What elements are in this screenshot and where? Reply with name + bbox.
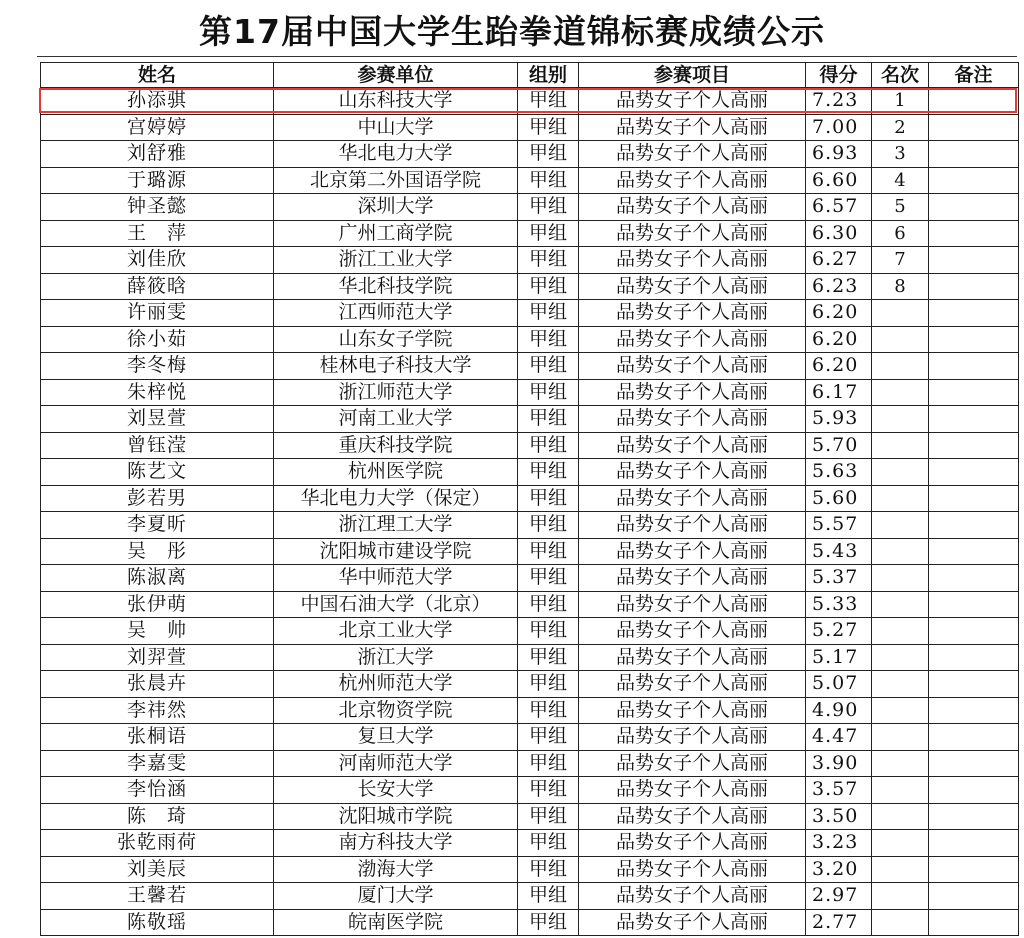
cell-name: 王 萍 <box>41 220 274 247</box>
cell-event: 品势女子个人高丽 <box>579 644 806 671</box>
cell-name: 王馨若 <box>41 883 274 910</box>
table-row <box>41 697 1019 724</box>
cell-name: 曾钰滢 <box>41 432 274 459</box>
cell-unit: 浙江大学 <box>274 644 518 671</box>
cell-note <box>929 750 1019 777</box>
table-row <box>41 830 1019 857</box>
cell-rank: 3 <box>872 141 929 168</box>
cell-rank <box>872 300 929 327</box>
table-row <box>41 247 1019 274</box>
cell-name: 徐小茹 <box>41 326 274 353</box>
cell-score: 6.27 <box>806 247 872 274</box>
cell-group: 甲组 <box>518 88 579 115</box>
cell-event: 品势女子个人高丽 <box>579 432 806 459</box>
cell-score: 5.37 <box>806 565 872 592</box>
cell-note <box>929 220 1019 247</box>
page-title: 第17届中国大学生跆拳道锦标赛成绩公示 <box>199 12 825 51</box>
cell-name: 刘羿萱 <box>41 644 274 671</box>
table-row <box>41 406 1019 433</box>
cell-score: 7.23 <box>806 88 872 115</box>
cell-rank <box>872 830 929 857</box>
cell-note <box>929 777 1019 804</box>
cell-name: 张乾雨荷 <box>41 830 274 857</box>
cell-score: 6.60 <box>806 167 872 194</box>
cell-unit: 广州工商学院 <box>274 220 518 247</box>
column-header-name: 姓名 <box>41 63 274 88</box>
cell-name: 刘舒雅 <box>41 141 274 168</box>
table-row <box>41 194 1019 221</box>
table-row <box>41 88 1019 115</box>
cell-event: 品势女子个人高丽 <box>579 856 806 883</box>
cell-unit: 北京物资学院 <box>274 697 518 724</box>
cell-group: 甲组 <box>518 273 579 300</box>
cell-event: 品势女子个人高丽 <box>579 379 806 406</box>
cell-name: 孙添骐 <box>41 88 274 115</box>
cell-event: 品势女子个人高丽 <box>579 538 806 565</box>
cell-score: 5.70 <box>806 432 872 459</box>
cell-rank <box>872 353 929 380</box>
cell-group: 甲组 <box>518 485 579 512</box>
cell-unit: 浙江工业大学 <box>274 247 518 274</box>
cell-score: 6.57 <box>806 194 872 221</box>
column-header-score: 得分 <box>806 63 872 88</box>
table-row <box>41 565 1019 592</box>
cell-score: 5.60 <box>806 485 872 512</box>
cell-group: 甲组 <box>518 141 579 168</box>
cell-unit: 重庆科技学院 <box>274 432 518 459</box>
cell-name: 刘美辰 <box>41 856 274 883</box>
cell-name: 宫婷婷 <box>41 114 274 141</box>
cell-note <box>929 485 1019 512</box>
cell-score: 6.20 <box>806 353 872 380</box>
cell-score: 5.07 <box>806 671 872 698</box>
cell-group: 甲组 <box>518 697 579 724</box>
header-row <box>41 63 1019 88</box>
cell-note <box>929 644 1019 671</box>
cell-note <box>929 856 1019 883</box>
cell-event: 品势女子个人高丽 <box>579 273 806 300</box>
table-row <box>41 777 1019 804</box>
table-row <box>41 167 1019 194</box>
cell-group: 甲组 <box>518 750 579 777</box>
cell-unit: 浙江理工大学 <box>274 512 518 539</box>
cell-group: 甲组 <box>518 565 579 592</box>
cell-score: 3.23 <box>806 830 872 857</box>
cell-name: 朱梓悦 <box>41 379 274 406</box>
cell-group: 甲组 <box>518 909 579 936</box>
cell-note <box>929 300 1019 327</box>
cell-group: 甲组 <box>518 300 579 327</box>
table-row <box>41 538 1019 565</box>
cell-unit: 长安大学 <box>274 777 518 804</box>
cell-group: 甲组 <box>518 803 579 830</box>
table-row <box>41 883 1019 910</box>
cell-rank <box>872 803 929 830</box>
cell-group: 甲组 <box>518 512 579 539</box>
cell-name: 张桐语 <box>41 724 274 751</box>
column-header-note: 备注 <box>929 63 1019 88</box>
cell-score: 5.93 <box>806 406 872 433</box>
cell-note <box>929 167 1019 194</box>
cell-rank <box>872 883 929 910</box>
cell-group: 甲组 <box>518 724 579 751</box>
cell-group: 甲组 <box>518 220 579 247</box>
cell-event: 品势女子个人高丽 <box>579 88 806 115</box>
cell-name: 张伊萌 <box>41 591 274 618</box>
cell-event: 品势女子个人高丽 <box>579 909 806 936</box>
cell-group: 甲组 <box>518 856 579 883</box>
table-row <box>41 273 1019 300</box>
cell-group: 甲组 <box>518 379 579 406</box>
cell-rank <box>872 379 929 406</box>
cell-group: 甲组 <box>518 406 579 433</box>
cell-unit: 江西师范大学 <box>274 300 518 327</box>
cell-unit: 沈阳城市建设学院 <box>274 538 518 565</box>
cell-score: 5.27 <box>806 618 872 645</box>
table-row <box>41 724 1019 751</box>
cell-unit: 杭州医学院 <box>274 459 518 486</box>
cell-score: 5.33 <box>806 591 872 618</box>
cell-score: 3.57 <box>806 777 872 804</box>
cell-note <box>929 909 1019 936</box>
cell-event: 品势女子个人高丽 <box>579 830 806 857</box>
cell-event: 品势女子个人高丽 <box>579 697 806 724</box>
cell-unit: 华中师范大学 <box>274 565 518 592</box>
cell-rank <box>872 724 929 751</box>
table-row <box>41 803 1019 830</box>
table-row <box>41 591 1019 618</box>
cell-group: 甲组 <box>518 671 579 698</box>
cell-name: 于璐源 <box>41 167 274 194</box>
table-row <box>41 114 1019 141</box>
column-header-event: 参赛项目 <box>579 63 806 88</box>
cell-unit: 渤海大学 <box>274 856 518 883</box>
cell-group: 甲组 <box>518 194 579 221</box>
cell-unit: 北京工业大学 <box>274 618 518 645</box>
cell-unit: 河南工业大学 <box>274 406 518 433</box>
cell-rank: 5 <box>872 194 929 221</box>
cell-score: 2.77 <box>806 909 872 936</box>
cell-event: 品势女子个人高丽 <box>579 141 806 168</box>
cell-group: 甲组 <box>518 591 579 618</box>
cell-rank: 8 <box>872 273 929 300</box>
cell-note <box>929 432 1019 459</box>
cell-name: 吴 彤 <box>41 538 274 565</box>
cell-note <box>929 883 1019 910</box>
table-row <box>41 671 1019 698</box>
cell-event: 品势女子个人高丽 <box>579 750 806 777</box>
title-divider <box>37 56 1017 57</box>
cell-unit: 河南师范大学 <box>274 750 518 777</box>
cell-name: 陈淑离 <box>41 565 274 592</box>
cell-unit: 华北电力大学（保定） <box>274 485 518 512</box>
cell-score: 3.20 <box>806 856 872 883</box>
cell-group: 甲组 <box>518 167 579 194</box>
cell-unit: 复旦大学 <box>274 724 518 751</box>
results-body <box>41 88 1019 936</box>
column-header-rank: 名次 <box>872 63 929 88</box>
cell-note <box>929 194 1019 221</box>
cell-name: 李怡涵 <box>41 777 274 804</box>
cell-score: 3.50 <box>806 803 872 830</box>
column-header-group: 组别 <box>518 63 579 88</box>
cell-unit: 浙江师范大学 <box>274 379 518 406</box>
cell-unit: 杭州师范大学 <box>274 671 518 698</box>
cell-unit: 山东女子学院 <box>274 326 518 353</box>
cell-rank <box>872 565 929 592</box>
cell-rank <box>872 538 929 565</box>
cell-note <box>929 353 1019 380</box>
cell-rank: 7 <box>872 247 929 274</box>
cell-rank <box>872 512 929 539</box>
cell-note <box>929 618 1019 645</box>
table-row <box>41 512 1019 539</box>
cell-event: 品势女子个人高丽 <box>579 194 806 221</box>
cell-group: 甲组 <box>518 432 579 459</box>
cell-event: 品势女子个人高丽 <box>579 220 806 247</box>
cell-rank: 4 <box>872 167 929 194</box>
table-row <box>41 353 1019 380</box>
cell-event: 品势女子个人高丽 <box>579 300 806 327</box>
cell-score: 5.57 <box>806 512 872 539</box>
cell-name: 张晨卉 <box>41 671 274 698</box>
cell-event: 品势女子个人高丽 <box>579 406 806 433</box>
cell-rank <box>872 406 929 433</box>
cell-group: 甲组 <box>518 326 579 353</box>
cell-rank <box>872 856 929 883</box>
results-table <box>40 62 1019 936</box>
cell-event: 品势女子个人高丽 <box>579 167 806 194</box>
cell-rank <box>872 618 929 645</box>
cell-group: 甲组 <box>518 830 579 857</box>
cell-note <box>929 697 1019 724</box>
cell-note <box>929 88 1019 115</box>
cell-score: 5.17 <box>806 644 872 671</box>
cell-event: 品势女子个人高丽 <box>579 671 806 698</box>
cell-name: 李冬梅 <box>41 353 274 380</box>
cell-name: 刘佳欣 <box>41 247 274 274</box>
cell-rank <box>872 644 929 671</box>
table-row <box>41 485 1019 512</box>
cell-group: 甲组 <box>518 644 579 671</box>
cell-unit: 中山大学 <box>274 114 518 141</box>
cell-rank <box>872 777 929 804</box>
cell-group: 甲组 <box>518 883 579 910</box>
cell-note <box>929 326 1019 353</box>
cell-name: 彭若男 <box>41 485 274 512</box>
cell-name: 吴 帅 <box>41 618 274 645</box>
cell-event: 品势女子个人高丽 <box>579 247 806 274</box>
cell-note <box>929 247 1019 274</box>
cell-note <box>929 512 1019 539</box>
cell-score: 6.23 <box>806 273 872 300</box>
cell-unit: 南方科技大学 <box>274 830 518 857</box>
cell-rank <box>872 591 929 618</box>
cell-score: 6.30 <box>806 220 872 247</box>
cell-rank <box>872 432 929 459</box>
cell-event: 品势女子个人高丽 <box>579 459 806 486</box>
cell-event: 品势女子个人高丽 <box>579 326 806 353</box>
cell-score: 6.20 <box>806 300 872 327</box>
cell-rank: 1 <box>872 88 929 115</box>
cell-note <box>929 671 1019 698</box>
cell-name: 钟圣懿 <box>41 194 274 221</box>
cell-note <box>929 114 1019 141</box>
cell-note <box>929 803 1019 830</box>
table-row <box>41 750 1019 777</box>
cell-note <box>929 379 1019 406</box>
cell-name: 李嘉雯 <box>41 750 274 777</box>
cell-name: 薛筱晗 <box>41 273 274 300</box>
cell-note <box>929 724 1019 751</box>
cell-rank <box>872 671 929 698</box>
cell-event: 品势女子个人高丽 <box>579 591 806 618</box>
cell-event: 品势女子个人高丽 <box>579 565 806 592</box>
cell-group: 甲组 <box>518 618 579 645</box>
cell-note <box>929 406 1019 433</box>
cell-rank: 2 <box>872 114 929 141</box>
cell-score: 6.20 <box>806 326 872 353</box>
table-row <box>41 432 1019 459</box>
cell-name: 刘昱萱 <box>41 406 274 433</box>
cell-group: 甲组 <box>518 353 579 380</box>
cell-score: 7.00 <box>806 114 872 141</box>
cell-unit: 山东科技大学 <box>274 88 518 115</box>
cell-note <box>929 565 1019 592</box>
cell-unit: 桂林电子科技大学 <box>274 353 518 380</box>
cell-rank: 6 <box>872 220 929 247</box>
cell-unit: 华北科技学院 <box>274 273 518 300</box>
table-row <box>41 856 1019 883</box>
table-row <box>41 644 1019 671</box>
cell-event: 品势女子个人高丽 <box>579 512 806 539</box>
cell-rank <box>872 485 929 512</box>
cell-name: 李祎然 <box>41 697 274 724</box>
cell-event: 品势女子个人高丽 <box>579 485 806 512</box>
cell-score: 4.47 <box>806 724 872 751</box>
cell-unit: 深圳大学 <box>274 194 518 221</box>
cell-name: 李夏昕 <box>41 512 274 539</box>
cell-group: 甲组 <box>518 459 579 486</box>
cell-event: 品势女子个人高丽 <box>579 353 806 380</box>
cell-unit: 北京第二外国语学院 <box>274 167 518 194</box>
cell-score: 5.43 <box>806 538 872 565</box>
cell-event: 品势女子个人高丽 <box>579 803 806 830</box>
cell-event: 品势女子个人高丽 <box>579 777 806 804</box>
cell-note <box>929 141 1019 168</box>
cell-event: 品势女子个人高丽 <box>579 883 806 910</box>
table-row <box>41 300 1019 327</box>
cell-unit: 中国石油大学（北京） <box>274 591 518 618</box>
cell-event: 品势女子个人高丽 <box>579 114 806 141</box>
table-row <box>41 618 1019 645</box>
cell-name: 陈敬瑶 <box>41 909 274 936</box>
cell-group: 甲组 <box>518 114 579 141</box>
cell-note <box>929 830 1019 857</box>
cell-unit: 华北电力大学 <box>274 141 518 168</box>
cell-unit: 皖南医学院 <box>274 909 518 936</box>
cell-score: 4.90 <box>806 697 872 724</box>
cell-rank <box>872 750 929 777</box>
cell-group: 甲组 <box>518 777 579 804</box>
cell-rank <box>872 326 929 353</box>
cell-unit: 厦门大学 <box>274 883 518 910</box>
cell-note <box>929 538 1019 565</box>
cell-event: 品势女子个人高丽 <box>579 724 806 751</box>
cell-name: 陈 琦 <box>41 803 274 830</box>
cell-note <box>929 459 1019 486</box>
cell-note <box>929 591 1019 618</box>
table-row <box>41 326 1019 353</box>
cell-unit: 沈阳城市学院 <box>274 803 518 830</box>
cell-score: 6.17 <box>806 379 872 406</box>
cell-score: 3.90 <box>806 750 872 777</box>
cell-rank <box>872 909 929 936</box>
cell-name: 许丽雯 <box>41 300 274 327</box>
cell-group: 甲组 <box>518 538 579 565</box>
cell-rank <box>872 459 929 486</box>
cell-note <box>929 273 1019 300</box>
cell-event: 品势女子个人高丽 <box>579 618 806 645</box>
cell-group: 甲组 <box>518 247 579 274</box>
cell-rank <box>872 697 929 724</box>
table-row <box>41 379 1019 406</box>
cell-score: 6.93 <box>806 141 872 168</box>
cell-score: 2.97 <box>806 883 872 910</box>
table-row <box>41 220 1019 247</box>
cell-name: 陈艺文 <box>41 459 274 486</box>
table-row <box>41 909 1019 936</box>
column-header-unit: 参赛单位 <box>274 63 518 88</box>
cell-score: 5.63 <box>806 459 872 486</box>
table-row <box>41 141 1019 168</box>
table-row <box>41 459 1019 486</box>
